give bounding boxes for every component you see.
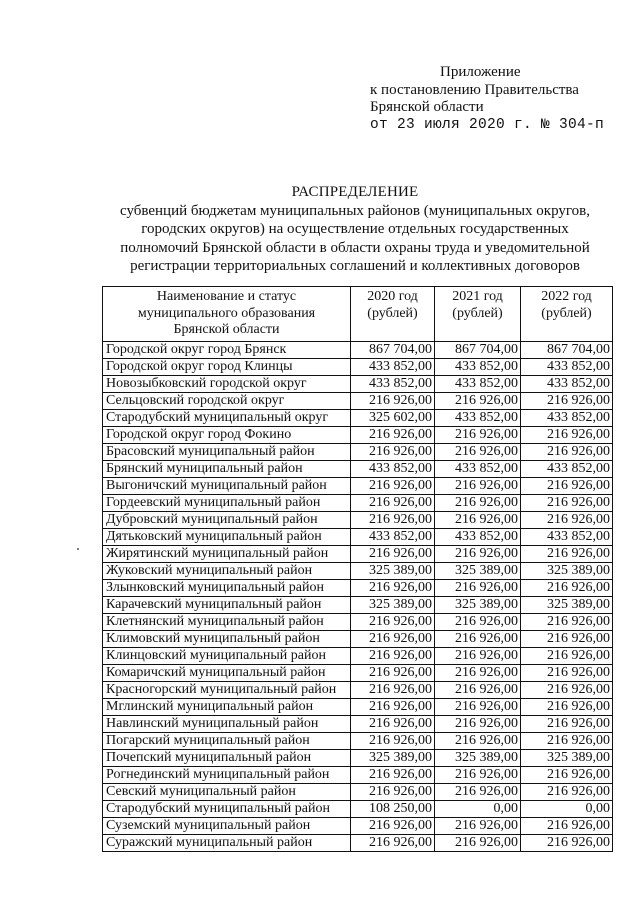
table-row (103, 563, 613, 580)
row-2020-cell: 216 926,00 (351, 546, 435, 563)
table-row (103, 427, 613, 444)
title-heading: РАСПРЕДЕЛЕНИЕ (291, 184, 419, 200)
row-2020-cell: 325 389,00 (351, 597, 435, 614)
header-2022-year: 2022 год (541, 289, 592, 304)
row-2021-cell: 216 926,00 (435, 631, 521, 648)
row-2020-cell: 433 852,00 (351, 529, 435, 546)
row-name-cell: Городской округ город Клинцы (103, 359, 351, 376)
document-title (100, 183, 610, 276)
row-2021-cell: 216 926,00 (435, 512, 521, 529)
title-line-2: городских округов) на осуществление отдельных государственных (141, 221, 569, 237)
row-name-cell: Рогнединский муниципальный район (103, 767, 351, 784)
row-2020-cell: 216 926,00 (351, 699, 435, 716)
appendix-resolution: к постановлению Правительства (370, 81, 579, 98)
row-2022-cell: 216 926,00 (521, 427, 613, 444)
row-2022-cell: 216 926,00 (521, 614, 613, 631)
header-2020 (351, 287, 435, 342)
row-2022-cell: 216 926,00 (521, 716, 613, 733)
table-row (103, 512, 613, 529)
row-2021-cell: 216 926,00 (435, 699, 521, 716)
header-2020-unit: (рублей) (367, 305, 418, 321)
row-2022-cell: 216 926,00 (521, 835, 613, 852)
table-row (103, 835, 613, 852)
row-2021-cell: 216 926,00 (435, 784, 521, 801)
table-row (103, 750, 613, 767)
table-row (103, 699, 613, 716)
row-2021-cell: 216 926,00 (435, 495, 521, 512)
row-2022-cell: 867 704,00 (521, 342, 613, 359)
row-name-cell: Клетнянский муниципальный район (103, 614, 351, 631)
row-2021-cell: 216 926,00 (435, 478, 521, 495)
row-2021-cell: 216 926,00 (435, 733, 521, 750)
row-2020-cell: 216 926,00 (351, 614, 435, 631)
appendix-title: Приложение (440, 64, 521, 80)
table-row (103, 818, 613, 835)
row-2021-cell: 216 926,00 (435, 818, 521, 835)
header-2020-year: 2020 год (367, 289, 418, 304)
row-2020-cell: 325 389,00 (351, 563, 435, 580)
row-name-cell: Стародубский муниципальный район (103, 801, 351, 818)
row-2022-cell: 216 926,00 (521, 699, 613, 716)
row-name-cell: Сельцовский городской округ (103, 393, 351, 410)
row-2020-cell: 216 926,00 (351, 835, 435, 852)
row-2021-cell: 216 926,00 (435, 546, 521, 563)
row-2022-cell: 0,00 (521, 801, 613, 818)
row-name-cell: Жирятинский муниципальный район (103, 546, 351, 563)
table-row (103, 580, 613, 597)
row-name-cell: Жуковский муниципальный район (103, 563, 351, 580)
row-name-cell: Навлинский муниципальный район (103, 716, 351, 733)
table-row (103, 614, 613, 631)
row-2020-cell: 216 926,00 (351, 427, 435, 444)
row-2021-cell: 433 852,00 (435, 410, 521, 427)
row-2021-cell: 216 926,00 (435, 580, 521, 597)
table-row (103, 631, 613, 648)
row-2022-cell: 325 389,00 (521, 597, 613, 614)
table-row (103, 342, 613, 359)
row-name-cell: Комаричский муниципальный район (103, 665, 351, 682)
header-name (103, 287, 351, 342)
row-2021-cell: 216 926,00 (435, 835, 521, 852)
row-2022-cell: 433 852,00 (521, 359, 613, 376)
row-name-cell: Мглинский муниципальный район (103, 699, 351, 716)
header-2022-unit: (рублей) (541, 305, 592, 321)
row-2020-cell: 216 926,00 (351, 716, 435, 733)
row-2021-cell: 433 852,00 (435, 376, 521, 393)
row-name-cell: Суражский муниципальный район (103, 835, 351, 852)
row-2022-cell: 325 389,00 (521, 563, 613, 580)
row-2020-cell: 433 852,00 (351, 376, 435, 393)
row-2020-cell: 216 926,00 (351, 648, 435, 665)
table-row (103, 495, 613, 512)
row-name-cell: Стародубский муниципальный округ (103, 410, 351, 427)
row-2020-cell: 216 926,00 (351, 818, 435, 835)
row-2022-cell: 216 926,00 (521, 478, 613, 495)
row-2022-cell: 216 926,00 (521, 580, 613, 597)
row-2020-cell: 216 926,00 (351, 580, 435, 597)
row-2021-cell: 216 926,00 (435, 444, 521, 461)
appendix-region: Брянской области (370, 99, 484, 115)
row-2021-cell: 325 389,00 (435, 597, 521, 614)
row-name-cell: Дятьковский муниципальный район (103, 529, 351, 546)
appendix-block (370, 64, 604, 134)
row-name-cell: Климовский муниципальный район (103, 631, 351, 648)
table-row (103, 478, 613, 495)
row-2021-cell: 325 389,00 (435, 563, 521, 580)
row-name-cell: Севский муниципальный район (103, 784, 351, 801)
row-name-cell: Злынковский муниципальный район (103, 580, 351, 597)
row-2020-cell: 325 602,00 (351, 410, 435, 427)
row-2021-cell: 216 926,00 (435, 665, 521, 682)
title-line-4: регистрации территориальных соглашений и коллективных договоров (130, 258, 580, 274)
row-name-cell: Городской округ город Брянск (103, 342, 351, 359)
row-2020-cell: 216 926,00 (351, 444, 435, 461)
row-2021-cell: 216 926,00 (435, 393, 521, 410)
table-row (103, 682, 613, 699)
table-row (103, 461, 613, 478)
table-row (103, 733, 613, 750)
row-2022-cell: 216 926,00 (521, 682, 613, 699)
row-2022-cell: 216 926,00 (521, 495, 613, 512)
row-2022-cell: 433 852,00 (521, 376, 613, 393)
title-line-3: полномочий Брянской области в области охраны труда и уведомительной (120, 239, 590, 256)
table-row (103, 444, 613, 461)
row-2020-cell: 216 926,00 (351, 784, 435, 801)
row-name-cell: Дубровский муниципальный район (103, 512, 351, 529)
table-row (103, 376, 613, 393)
row-name-cell: Брасовский муниципальный район (103, 444, 351, 461)
row-2021-cell: 325 389,00 (435, 750, 521, 767)
row-2020-cell: 216 926,00 (351, 682, 435, 699)
row-2021-cell: 216 926,00 (435, 682, 521, 699)
table-row (103, 410, 613, 427)
row-name-cell: Погарский муниципальный район (103, 733, 351, 750)
row-2022-cell: 216 926,00 (521, 767, 613, 784)
row-name-cell: Красногорский муниципальный район (103, 682, 351, 699)
row-2022-cell: 216 926,00 (521, 818, 613, 835)
table-body (103, 342, 613, 852)
row-2021-cell: 216 926,00 (435, 614, 521, 631)
row-2022-cell: 216 926,00 (521, 648, 613, 665)
header-name-line-2: муниципального образования (137, 305, 316, 321)
row-2020-cell: 216 926,00 (351, 393, 435, 410)
table-row (103, 767, 613, 784)
row-2020-cell: 216 926,00 (351, 478, 435, 495)
row-2020-cell: 216 926,00 (351, 767, 435, 784)
row-2021-cell: 216 926,00 (435, 648, 521, 665)
title-line-1: субвенций бюджетам муниципальных районов (муниципальных округов, (119, 202, 591, 219)
row-2022-cell: 216 926,00 (521, 393, 613, 410)
row-name-cell: Городской округ город Фокино (103, 427, 351, 444)
row-2020-cell: 216 926,00 (351, 495, 435, 512)
row-2022-cell: 325 389,00 (521, 750, 613, 767)
row-2022-cell: 216 926,00 (521, 665, 613, 682)
row-2020-cell: 867 704,00 (351, 342, 435, 359)
row-name-cell: Гордеевский муниципальный район (103, 495, 351, 512)
row-2020-cell: 108 250,00 (351, 801, 435, 818)
header-name-line-1: Наименование и статус (156, 289, 297, 304)
row-name-cell: Выгоничский муниципальный район (103, 478, 351, 495)
table-row (103, 597, 613, 614)
row-2020-cell: 216 926,00 (351, 631, 435, 648)
table-header-row (103, 287, 613, 342)
row-2022-cell: 216 926,00 (521, 546, 613, 563)
row-name-cell: Суземский муниципальный район (103, 818, 351, 835)
row-2021-cell: 433 852,00 (435, 359, 521, 376)
row-2020-cell: 216 926,00 (351, 665, 435, 682)
row-2022-cell: 216 926,00 (521, 512, 613, 529)
row-2021-cell: 433 852,00 (435, 461, 521, 478)
table-row (103, 529, 613, 546)
row-2021-cell: 0,00 (435, 801, 521, 818)
row-2022-cell: 216 926,00 (521, 631, 613, 648)
row-2022-cell: 433 852,00 (521, 461, 613, 478)
row-name-cell: Карачевский муниципальный район (103, 597, 351, 614)
row-2021-cell: 216 926,00 (435, 716, 521, 733)
table-row (103, 801, 613, 818)
row-name-cell: Почепский муниципальный район (103, 750, 351, 767)
row-2020-cell: 433 852,00 (351, 461, 435, 478)
table-row (103, 393, 613, 410)
row-2020-cell: 216 926,00 (351, 733, 435, 750)
row-2022-cell: 216 926,00 (521, 733, 613, 750)
header-2021-unit: (рублей) (452, 305, 503, 321)
row-2020-cell: 325 389,00 (351, 750, 435, 767)
row-name-cell: Клинцовский муниципальный район (103, 648, 351, 665)
header-2021 (435, 287, 521, 342)
row-name-cell: Новозыбковский городской округ (103, 376, 351, 393)
table-row (103, 716, 613, 733)
row-2022-cell: 433 852,00 (521, 529, 613, 546)
table-row (103, 648, 613, 665)
row-2022-cell: 216 926,00 (521, 784, 613, 801)
header-2021-year: 2021 год (452, 289, 503, 304)
row-2022-cell: 433 852,00 (521, 410, 613, 427)
row-2021-cell: 867 704,00 (435, 342, 521, 359)
row-2021-cell: 216 926,00 (435, 427, 521, 444)
row-name-cell: Брянский муниципальный район (103, 461, 351, 478)
table-row (103, 546, 613, 563)
header-name-line-3: Брянской области (173, 322, 280, 337)
appendix-date: от 23 июля 2020 г. № 304-п (370, 116, 605, 133)
header-2022 (521, 287, 613, 342)
scan-speck (77, 548, 79, 550)
table-row (103, 784, 613, 801)
row-2020-cell: 216 926,00 (351, 512, 435, 529)
row-2022-cell: 216 926,00 (521, 444, 613, 461)
table-row (103, 665, 613, 682)
row-2021-cell: 433 852,00 (435, 529, 521, 546)
row-2020-cell: 433 852,00 (351, 359, 435, 376)
distribution-table (102, 286, 613, 852)
table-row (103, 359, 613, 376)
row-2021-cell: 216 926,00 (435, 767, 521, 784)
